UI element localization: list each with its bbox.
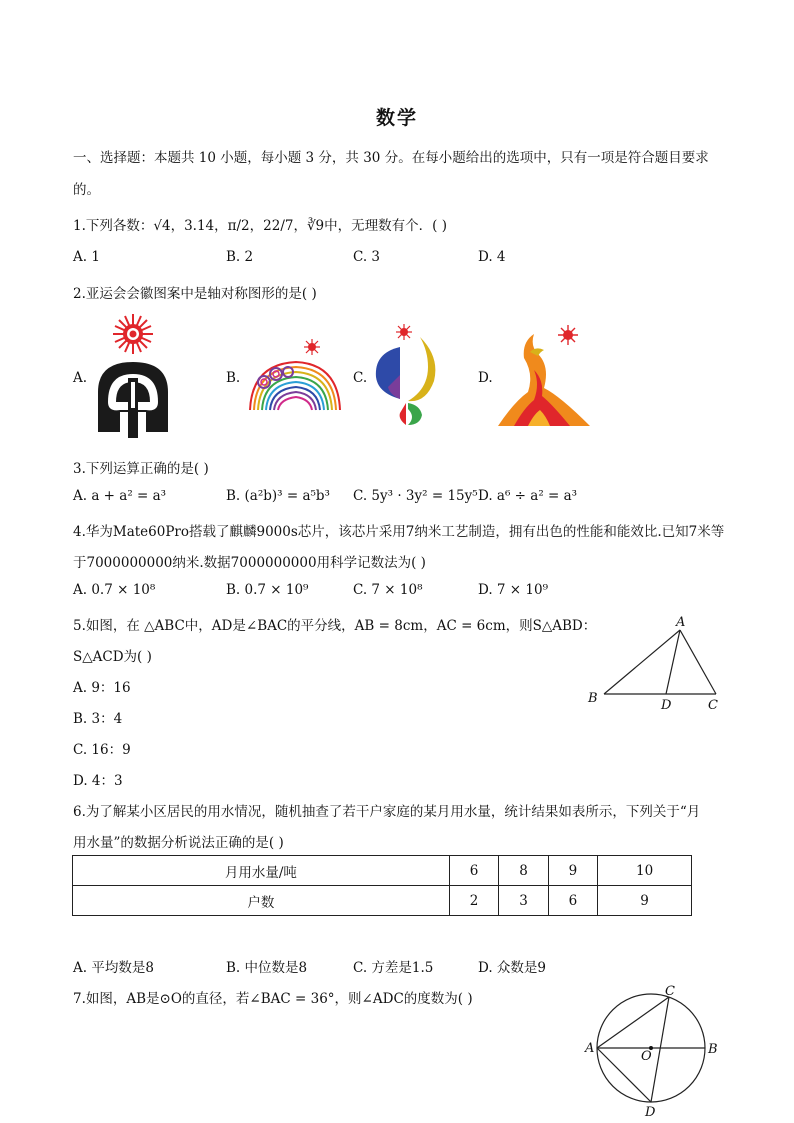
q5-triangle-figure	[584, 612, 724, 716]
sun-icon	[113, 314, 153, 354]
water-usage-table	[72, 855, 692, 916]
q3-option-c[interactable]: C. 5y³ · 3y² = 15y⁵	[353, 488, 478, 504]
q6-line1: 6.为了解某小区居民的用水情况，随机抽查了若干户家庭的某月用水量，统计结果如表所示，下列关于“月	[73, 804, 701, 820]
q6-option-b[interactable]: B. 中位数是8	[226, 960, 308, 976]
q7-label-a: A	[585, 1041, 595, 1056]
section-instructions-line1: 一、选择题：本题共 10 小题，每小题 3 分，共 30 分。在每小题给出的选项中，只有一项是符合题目要求	[73, 150, 709, 166]
q6-line2: 用水量”的数据分析说法正确的是( )	[73, 835, 284, 851]
logo-b-image	[246, 338, 344, 414]
q4-option-b[interactable]: B. 0.7 × 10⁹	[226, 582, 309, 598]
q3-option-a[interactable]: A. a + a² = a³	[73, 488, 167, 504]
q4-option-c[interactable]: C. 7 × 10⁸	[353, 582, 423, 598]
q4-option-d[interactable]: D. 7 × 10⁹	[478, 582, 548, 598]
table-cell: 6	[548, 886, 597, 916]
table-cell: 6	[449, 856, 498, 886]
q7-circle-figure	[584, 982, 724, 1118]
q5-option-d[interactable]: D. 4：3	[73, 773, 123, 789]
q2-option-c[interactable]: C.	[353, 370, 368, 386]
q5-line2: S△ACD为( )	[73, 649, 152, 665]
table-cell: 户数	[73, 886, 450, 916]
q6-option-c[interactable]: C. 方差是1.5	[353, 960, 434, 976]
q7-stem: 7.如图，AB是⊙O的直径，若∠BAC = 36°，则∠ADC的度数为( )	[73, 991, 473, 1007]
table-cell: 9	[598, 886, 692, 916]
q4-option-a[interactable]: A. 0.7 × 10⁸	[73, 582, 156, 598]
q6-option-d[interactable]: D. 众数是9	[478, 960, 547, 976]
q5-label-c: C	[708, 698, 718, 713]
table-cell: 月用水量/吨	[73, 856, 450, 886]
q5-label-a: A	[676, 615, 686, 630]
table-cell: 3	[499, 886, 548, 916]
q1-option-d[interactable]: D. 4	[478, 249, 506, 265]
q5-label-d: D	[661, 698, 672, 713]
q2-stem: 2.亚运会会徽图案中是轴对称图形的是( )	[73, 286, 317, 302]
q2-option-a[interactable]: A.	[73, 370, 88, 386]
q7-label-d: D	[645, 1105, 656, 1118]
q1-option-c[interactable]: C. 3	[353, 249, 381, 265]
sun-icon	[304, 339, 320, 355]
q3-option-d[interactable]: D. a⁶ ÷ a² = a³	[478, 488, 578, 504]
table-row	[73, 886, 692, 916]
q5-line1: 5.如图，在 △ABC中，AD是∠BAC的平分线，AB = 8cm，AC = 6cm，则S△ABD：	[73, 618, 597, 634]
sun-icon	[558, 325, 578, 345]
q5-option-c[interactable]: C. 16：9	[73, 742, 131, 758]
q7-label-b: B	[708, 1042, 718, 1057]
table-cell: 9	[548, 856, 597, 886]
table-cell: 10	[598, 856, 692, 886]
table-cell: 8	[499, 856, 548, 886]
q3-option-b[interactable]: B. (a²b)³ = a⁵b³	[226, 488, 330, 504]
q4-line1: 4.华为Mate60Pro搭载了麒麟9000s芯片，该芯片采用7纳米工艺制造，拥有出色的性能和能效比.已知7米等	[73, 524, 725, 540]
q3-stem: 3.下列运算正确的是( )	[73, 461, 209, 477]
section-instructions-line2: 的。	[73, 182, 100, 198]
page-title: 数学	[375, 107, 418, 129]
q7-label-o: O	[641, 1049, 652, 1064]
logo-a-image	[88, 312, 178, 440]
table-row	[73, 856, 692, 886]
table-cell: 2	[449, 886, 498, 916]
q7-label-c: C	[665, 984, 675, 999]
q5-option-a[interactable]: A. 9：16	[73, 680, 131, 696]
q1-option-a[interactable]: A. 1	[73, 249, 100, 265]
q1-stem: 1.下列各数：√4，3.14，π/2，22/7，∛9中，无理数有个．( )	[73, 218, 447, 234]
q5-label-b: B	[588, 691, 598, 706]
sun-icon	[396, 324, 412, 340]
q2-option-b[interactable]: B.	[226, 370, 241, 386]
q1-option-b[interactable]: B. 2	[226, 249, 254, 265]
q5-option-b[interactable]: B. 3：4	[73, 711, 123, 727]
logo-d-image	[494, 322, 594, 428]
logo-c-image	[370, 323, 442, 427]
q6-option-a[interactable]: A. 平均数是8	[73, 960, 154, 976]
q4-line2: 于7000000000纳米.数据7000000000用科学记数法为( )	[73, 555, 426, 571]
q2-option-d[interactable]: D.	[478, 370, 493, 386]
